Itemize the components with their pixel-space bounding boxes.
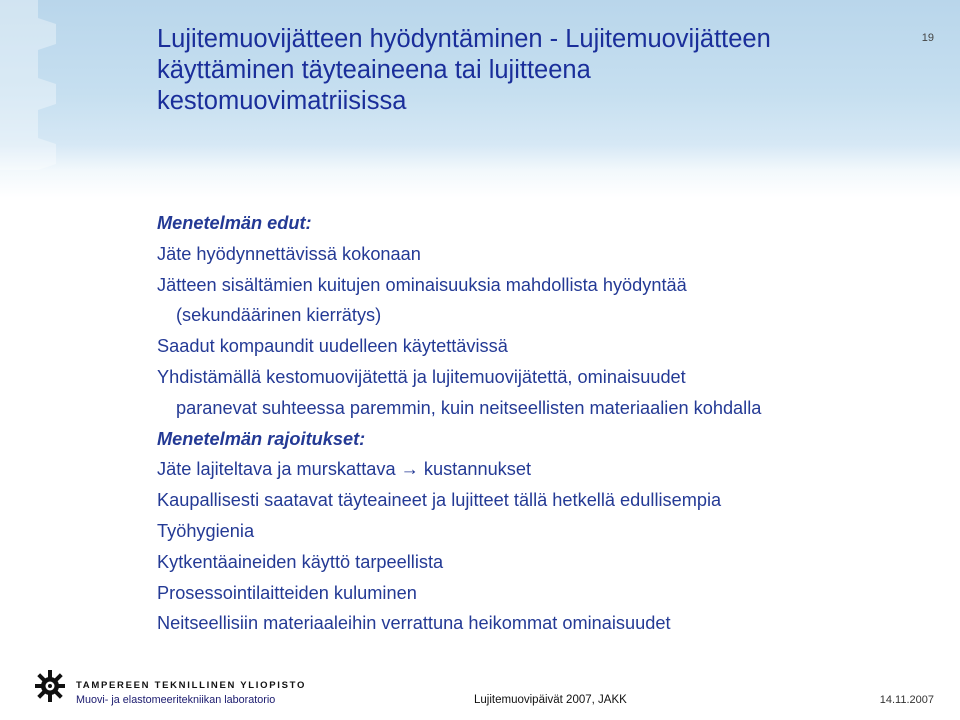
advantage-item: Jäte hyödynnettävissä kokonaan (157, 243, 421, 264)
title-line: käyttäminen täyteaineena tai lujitteena (157, 56, 591, 84)
laboratory-name: Muovi- ja elastomeeritekniikan laboratorio (76, 694, 276, 706)
advantage-item-continuation: paranevat suhteessa paremmin, kuin neitseellisten materiaalien kohdalla (176, 397, 762, 418)
slide-header (0, 0, 960, 170)
slide-body (157, 208, 937, 639)
header-fade (0, 170, 960, 198)
event-name: Lujitemuovipäivät 2007, JAKK (474, 694, 627, 706)
gear-decoration (0, 0, 64, 170)
university-name: TAMPEREEN TEKNILLINEN YLIOPISTO (76, 680, 307, 691)
advantages-heading: Menetelmän edut: (157, 213, 312, 233)
university-logo-icon (35, 670, 65, 702)
advantage-item: Jätteen sisältämien kuitujen ominaisuuksia mahdollista hyödyntää (157, 274, 687, 295)
slide-title (157, 24, 877, 117)
advantage-item: Yhdistämällä kestomuovijätettä ja lujitemuovijätettä, ominaisuudet (157, 366, 686, 387)
slide-footer (0, 660, 960, 720)
title-line: kestomuovimatriisissa (157, 87, 407, 115)
event-date: 14.11.2007 (879, 694, 934, 706)
limitation-item: Jäte lajiteltava ja murskattava → kustannukset (157, 459, 532, 480)
limitations-heading: Menetelmän rajoitukset: (157, 428, 366, 449)
limitation-item: Työhygienia (157, 520, 255, 541)
page-number: 19 (921, 32, 934, 44)
advantage-item-continuation: (sekundäärinen kierrätys) (176, 305, 382, 326)
limitation-item: Kytkentäaineiden käyttö tarpeellista (157, 551, 444, 572)
advantage-item: Saadut kompaundit uudelleen käytettävissä (157, 336, 508, 357)
limitation-item: Kaupallisesti saatavat täyteaineet ja lujitteet tällä hetkellä edullisempia (157, 490, 722, 511)
title-line: Lujitemuovijätteen hyödyntäminen - Lujitemuovijätteen (157, 25, 771, 53)
limitation-item: Neitseellisiin materiaaleihin verrattuna heikommat ominaisuudet (157, 613, 671, 634)
limitation-item: Prosessointilaitteiden kuluminen (157, 582, 417, 603)
